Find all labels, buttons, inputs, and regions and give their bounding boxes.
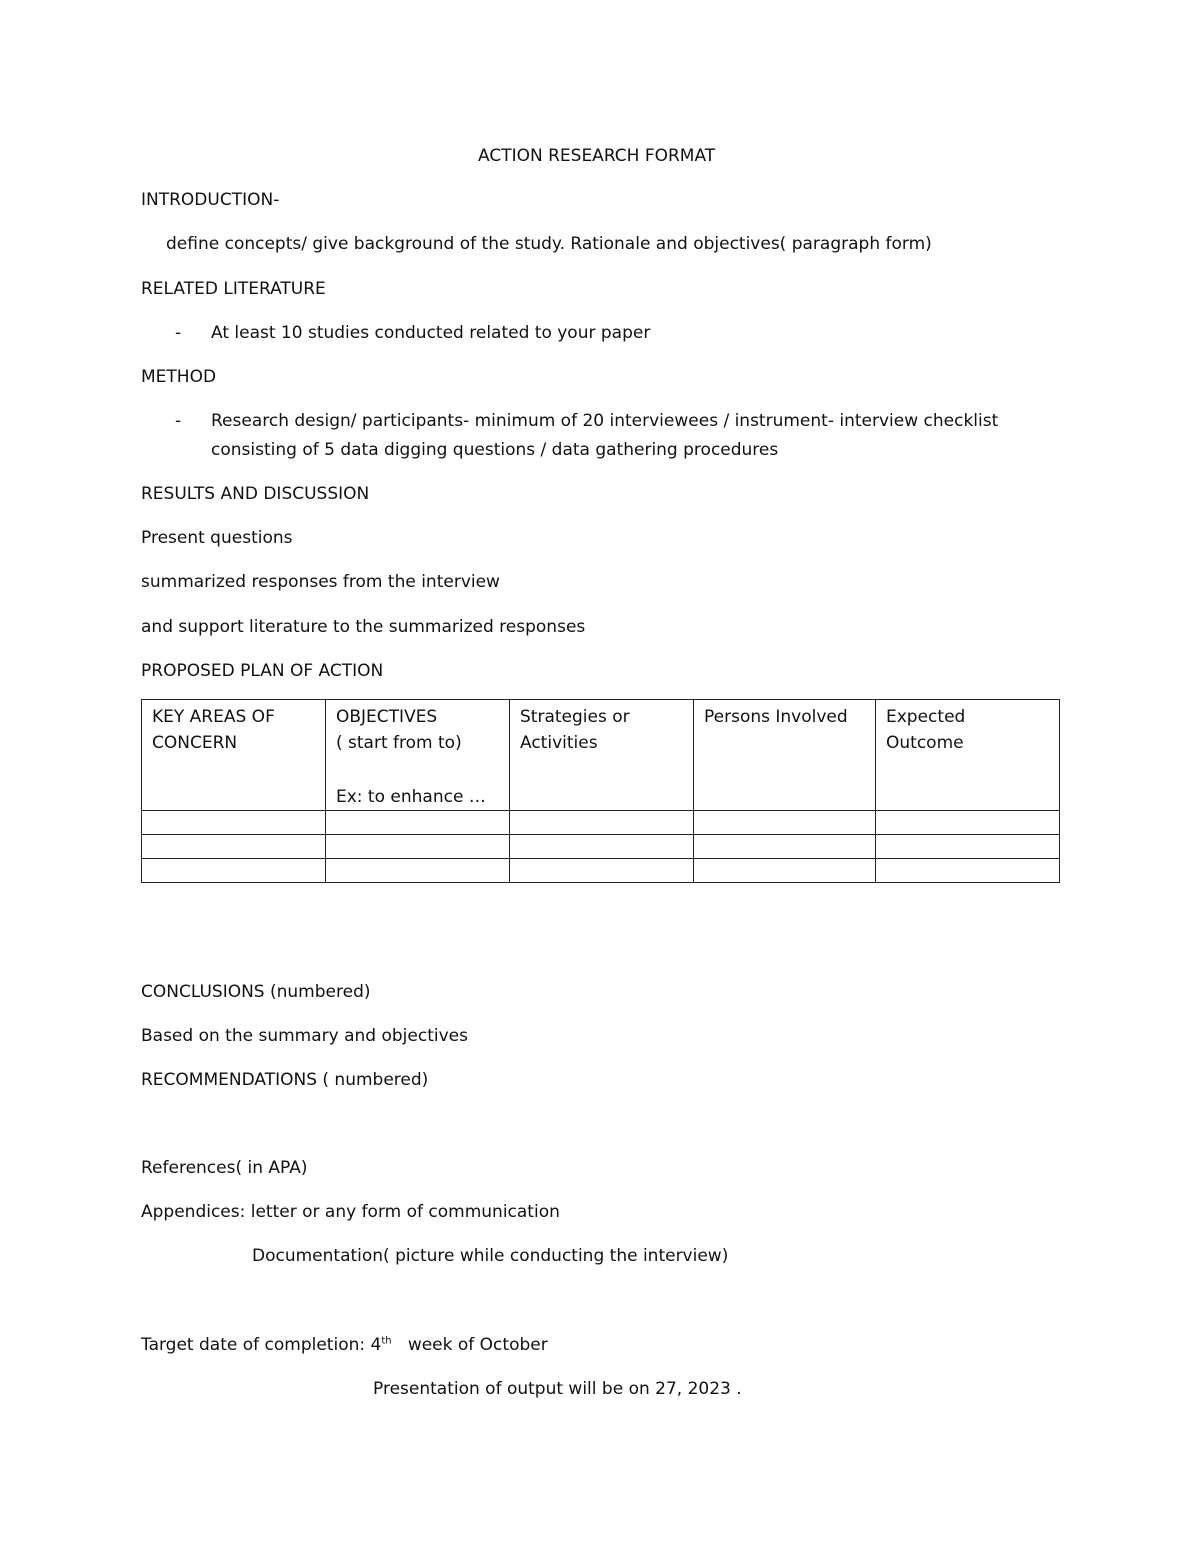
- table-header-cell: Strategies or Activities: [510, 700, 694, 811]
- table-row: [142, 811, 1060, 835]
- table-cell: [326, 835, 510, 859]
- table-cell: [142, 859, 326, 883]
- table-row: [142, 835, 1060, 859]
- table-cell: [510, 835, 694, 859]
- target-date-ordinal: th: [381, 1335, 392, 1347]
- table-cell: [876, 811, 1060, 835]
- conclusions-heading: CONCLUSIONS (numbered): [141, 982, 371, 1002]
- bullet-dash: -: [175, 323, 182, 343]
- target-date-line: [141, 1333, 548, 1357]
- related-literature-heading: RELATED LITERATURE: [141, 279, 326, 299]
- document-title: ACTION RESEARCH FORMAT: [478, 146, 716, 166]
- table-header-cell: Persons Involved: [694, 700, 876, 811]
- table-cell: [142, 835, 326, 859]
- table-cell: [694, 811, 876, 835]
- table-cell: [326, 859, 510, 883]
- table-cell: [694, 859, 876, 883]
- results-heading: RESULTS AND DISCUSSION: [141, 484, 370, 504]
- table-header-row: [142, 700, 1060, 811]
- table-cell: [876, 859, 1060, 883]
- bullet-dash: -: [175, 411, 182, 431]
- table-cell: [510, 859, 694, 883]
- plan-of-action-table: [141, 699, 1060, 883]
- conclusions-text: Based on the summary and objectives: [141, 1026, 468, 1046]
- method-heading: METHOD: [141, 367, 217, 387]
- table-cell: [694, 835, 876, 859]
- table-cell: [510, 811, 694, 835]
- appendices-line: Appendices: letter or any form of communication: [141, 1202, 560, 1222]
- results-line: and support literature to the summarized responses: [141, 617, 586, 637]
- references-line: References( in APA): [141, 1158, 308, 1178]
- table-header-cell: Expected Outcome: [876, 700, 1060, 811]
- documentation-line: Documentation( picture while conducting the interview): [252, 1246, 729, 1266]
- recommendations-heading: RECOMMENDATIONS ( numbered): [141, 1070, 429, 1090]
- table-cell: [326, 811, 510, 835]
- table-cell: [876, 835, 1060, 859]
- table-header-cell: OBJECTIVES ( start from to) Ex: to enhance …: [326, 700, 510, 811]
- related-literature-item: At least 10 studies conducted related to your paper: [211, 323, 651, 343]
- target-date-prefix: Target date of completion: 4: [141, 1335, 382, 1355]
- results-line: Present questions: [141, 528, 293, 548]
- target-date-suffix: week of October: [407, 1335, 548, 1355]
- plan-heading: PROPOSED PLAN OF ACTION: [141, 661, 384, 681]
- introduction-heading: INTRODUCTION-: [141, 190, 280, 210]
- table-header-cell: KEY AREAS OF CONCERN: [142, 700, 326, 811]
- presentation-line: Presentation of output will be on 27, 2023 .: [373, 1379, 742, 1399]
- method-item-line1: Research design/ participants- minimum of 20 interviewees / instrument- interview checklist: [211, 411, 999, 431]
- introduction-text: define concepts/ give background of the study. Rationale and objectives( paragraph form): [166, 234, 932, 254]
- results-line: summarized responses from the interview: [141, 572, 500, 592]
- method-item-line2: consisting of 5 data digging questions / data gathering procedures: [211, 440, 779, 460]
- table-cell: [142, 811, 326, 835]
- table-row: [142, 859, 1060, 883]
